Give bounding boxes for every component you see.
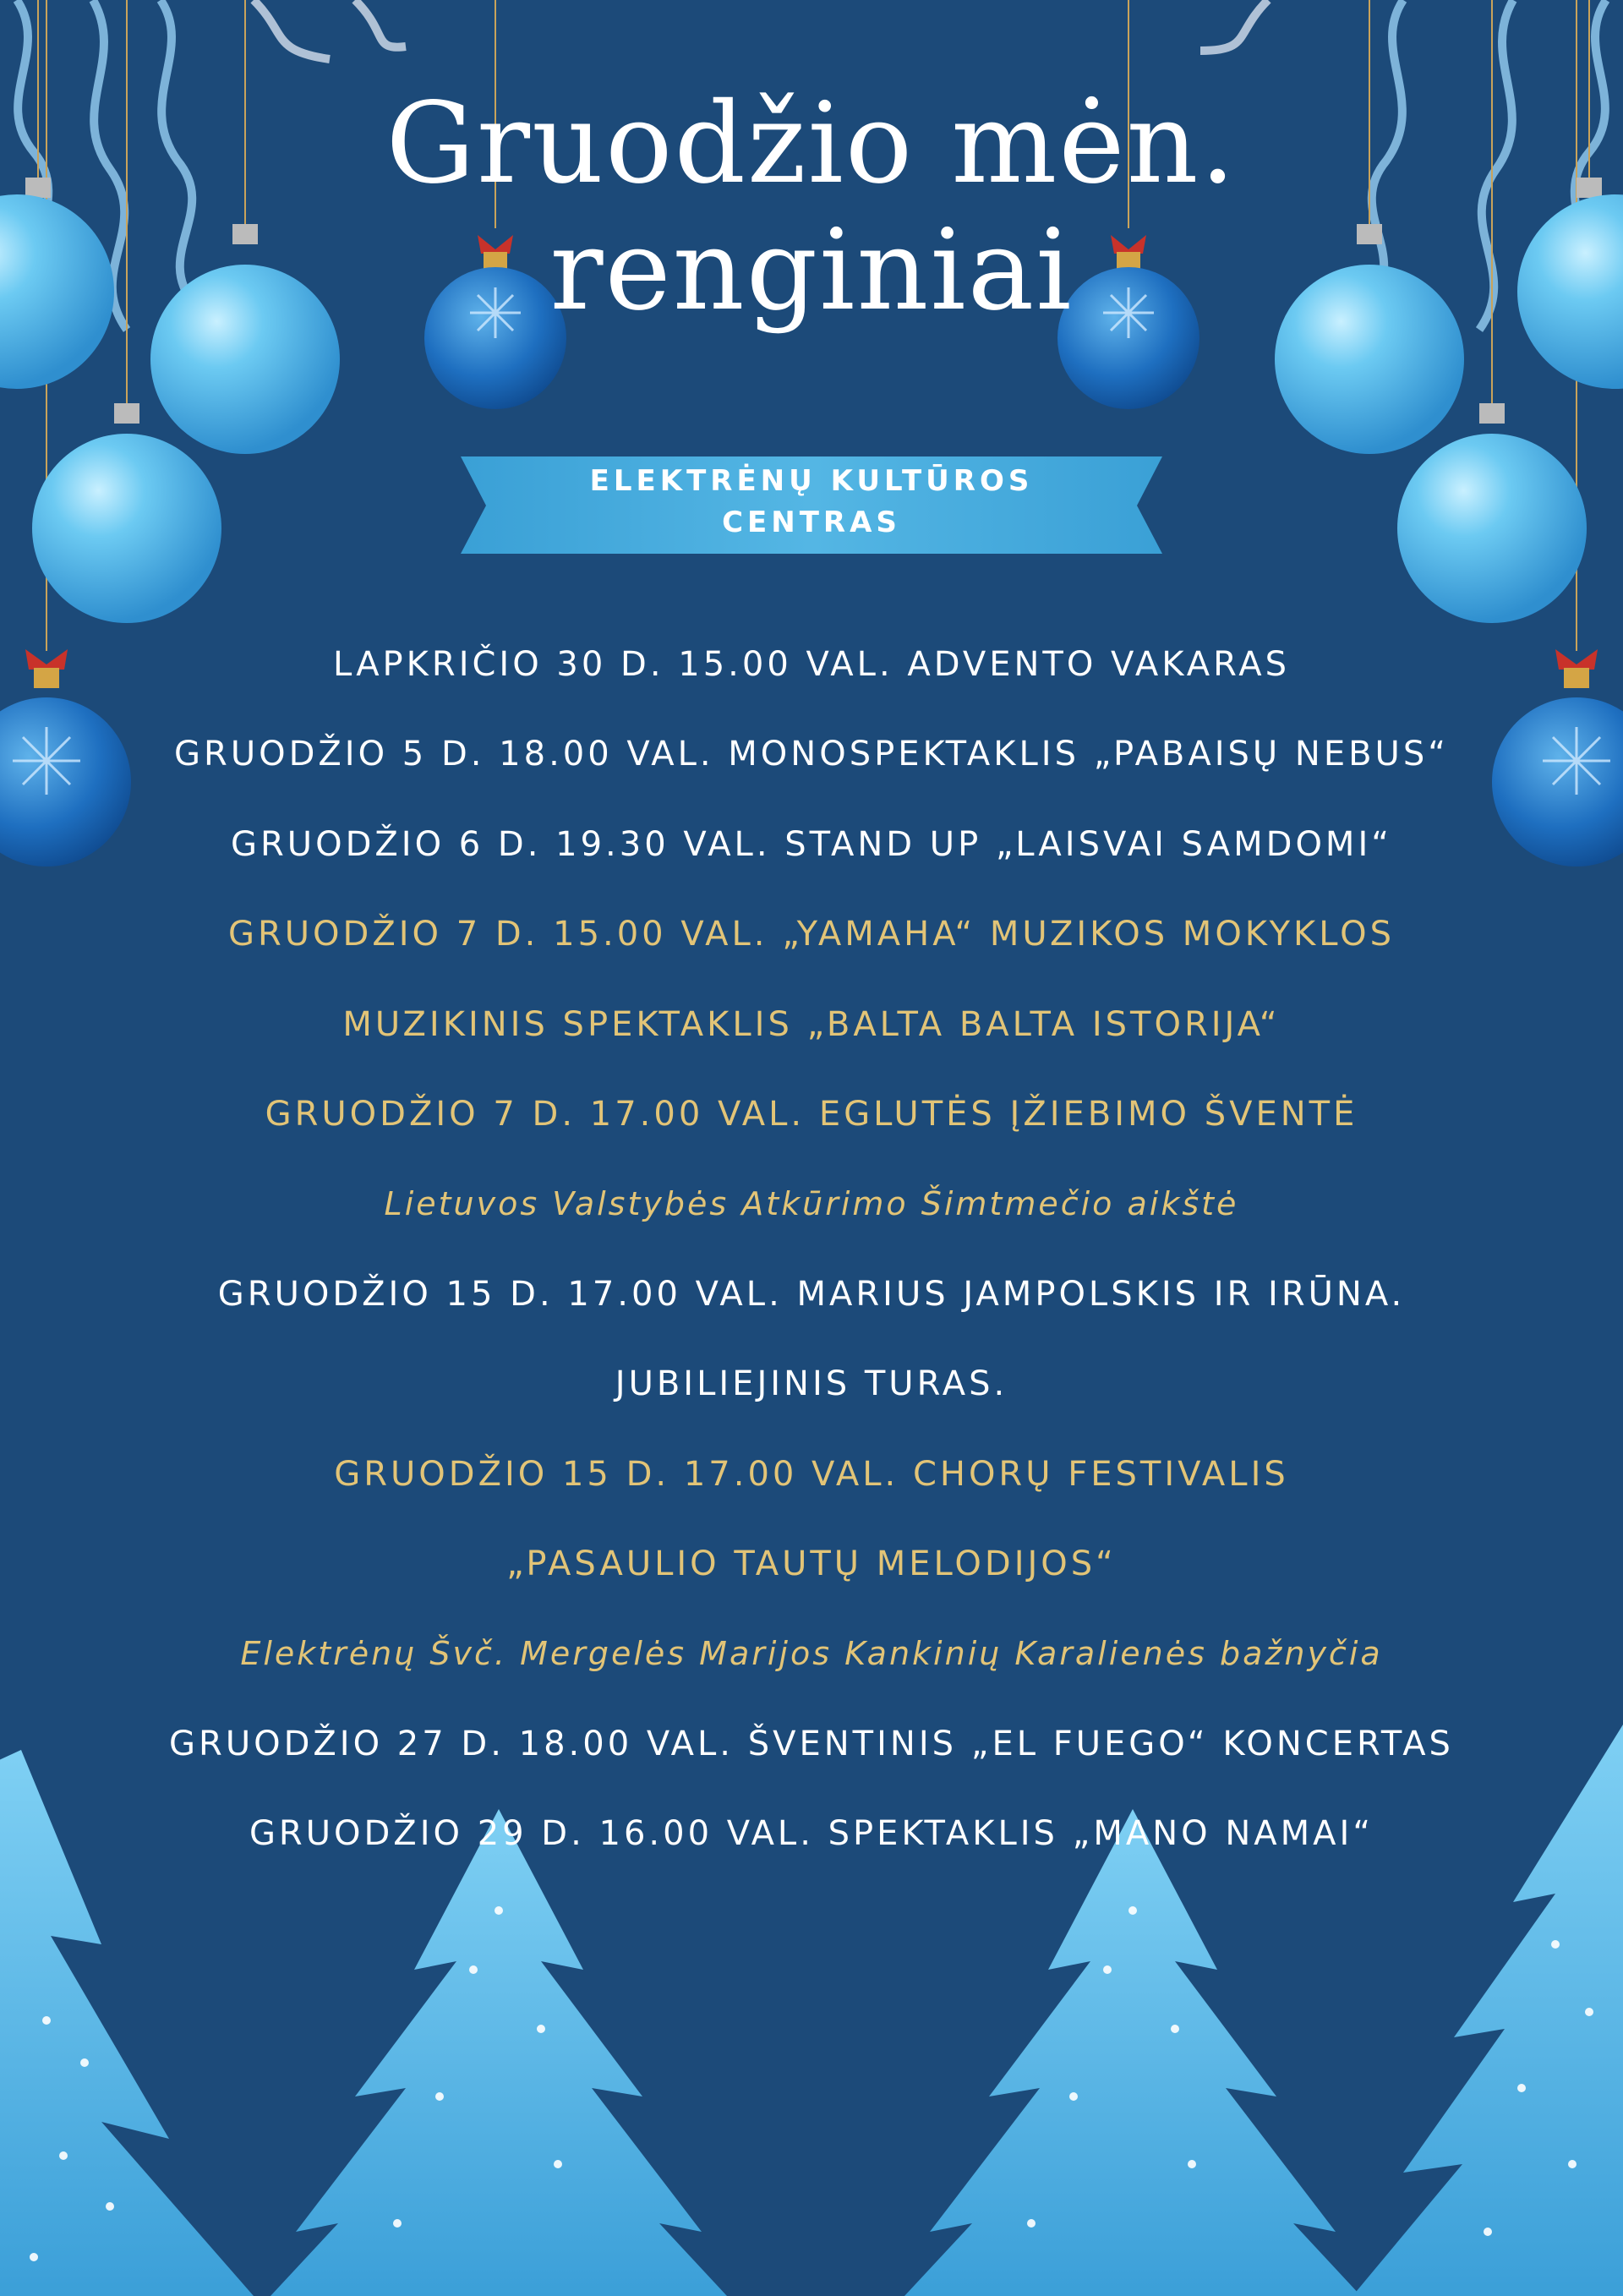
event-line: „PASAULIO TAUTŲ MELODIJOS“ <box>506 1544 1117 1583</box>
organizer-line-2: CENTRAS <box>722 506 901 539</box>
event-line: GRUODŽIO 6 D. 19.30 VAL. STAND UP „LAISVAI SAMDOMI“ <box>231 824 1392 864</box>
event-venue: Lietuvos Valstybės Atkūrimo Šimtmečio aikštė <box>384 1185 1239 1223</box>
event-line: GRUODŽIO 29 D. 16.00 VAL. SPEKTAKLIS „MANO NAMAI“ <box>249 1814 1374 1854</box>
event-venue: Elektrėnų Švč. Mergelės Marijos Kankinių Karalienės bažnyčia <box>240 1635 1383 1673</box>
event-line: LAPKRIČIO 30 D. 15.00 VAL. ADVENTO VAKARAS <box>332 645 1291 684</box>
title-line-1: Gruodžio mėn. <box>385 79 1238 209</box>
title-line-2: renginiai <box>549 205 1074 336</box>
organizer-name <box>461 461 1162 544</box>
event-line: MUZIKINIS SPEKTAKLIS „BALTA BALTA ISTORIJA“ <box>342 1004 1281 1044</box>
page-title <box>0 80 1623 334</box>
event-line: GRUODŽIO 15 D. 17.00 VAL. MARIUS JAMPOLSKIS IR IRŪNA. <box>217 1274 1406 1314</box>
organizer-line-1: ELEKTRĖNŲ KULTŪROS <box>589 464 1034 498</box>
event-line: GRUODŽIO 7 D. 17.00 VAL. EGLUTĖS ĮŽIEBIMO ŠVENTĖ <box>265 1094 1358 1134</box>
event-line: JUBILIEJINIS TURAS. <box>615 1364 1008 1404</box>
christmas-ornament-icon <box>1397 403 1587 623</box>
christmas-tree-icon <box>270 1809 727 2296</box>
event-line: GRUODŽIO 15 D. 17.00 VAL. CHORŲ FESTIVALIS <box>334 1454 1289 1494</box>
event-line: GRUODŽIO 5 D. 18.00 VAL. MONOSPEKTAKLIS „PABAISŲ NEBUS“ <box>174 735 1449 774</box>
event-line: GRUODŽIO 7 D. 15.00 VAL. „YAMAHA“ MUZIKOS MOKYKLOS <box>227 915 1396 954</box>
event-line: GRUODŽIO 27 D. 18.00 VAL. ŠVENTINIS „EL FUEGO“ KONCERTAS <box>169 1724 1454 1763</box>
event-list <box>0 620 1623 1878</box>
christmas-tree-icon <box>904 1809 1361 2296</box>
